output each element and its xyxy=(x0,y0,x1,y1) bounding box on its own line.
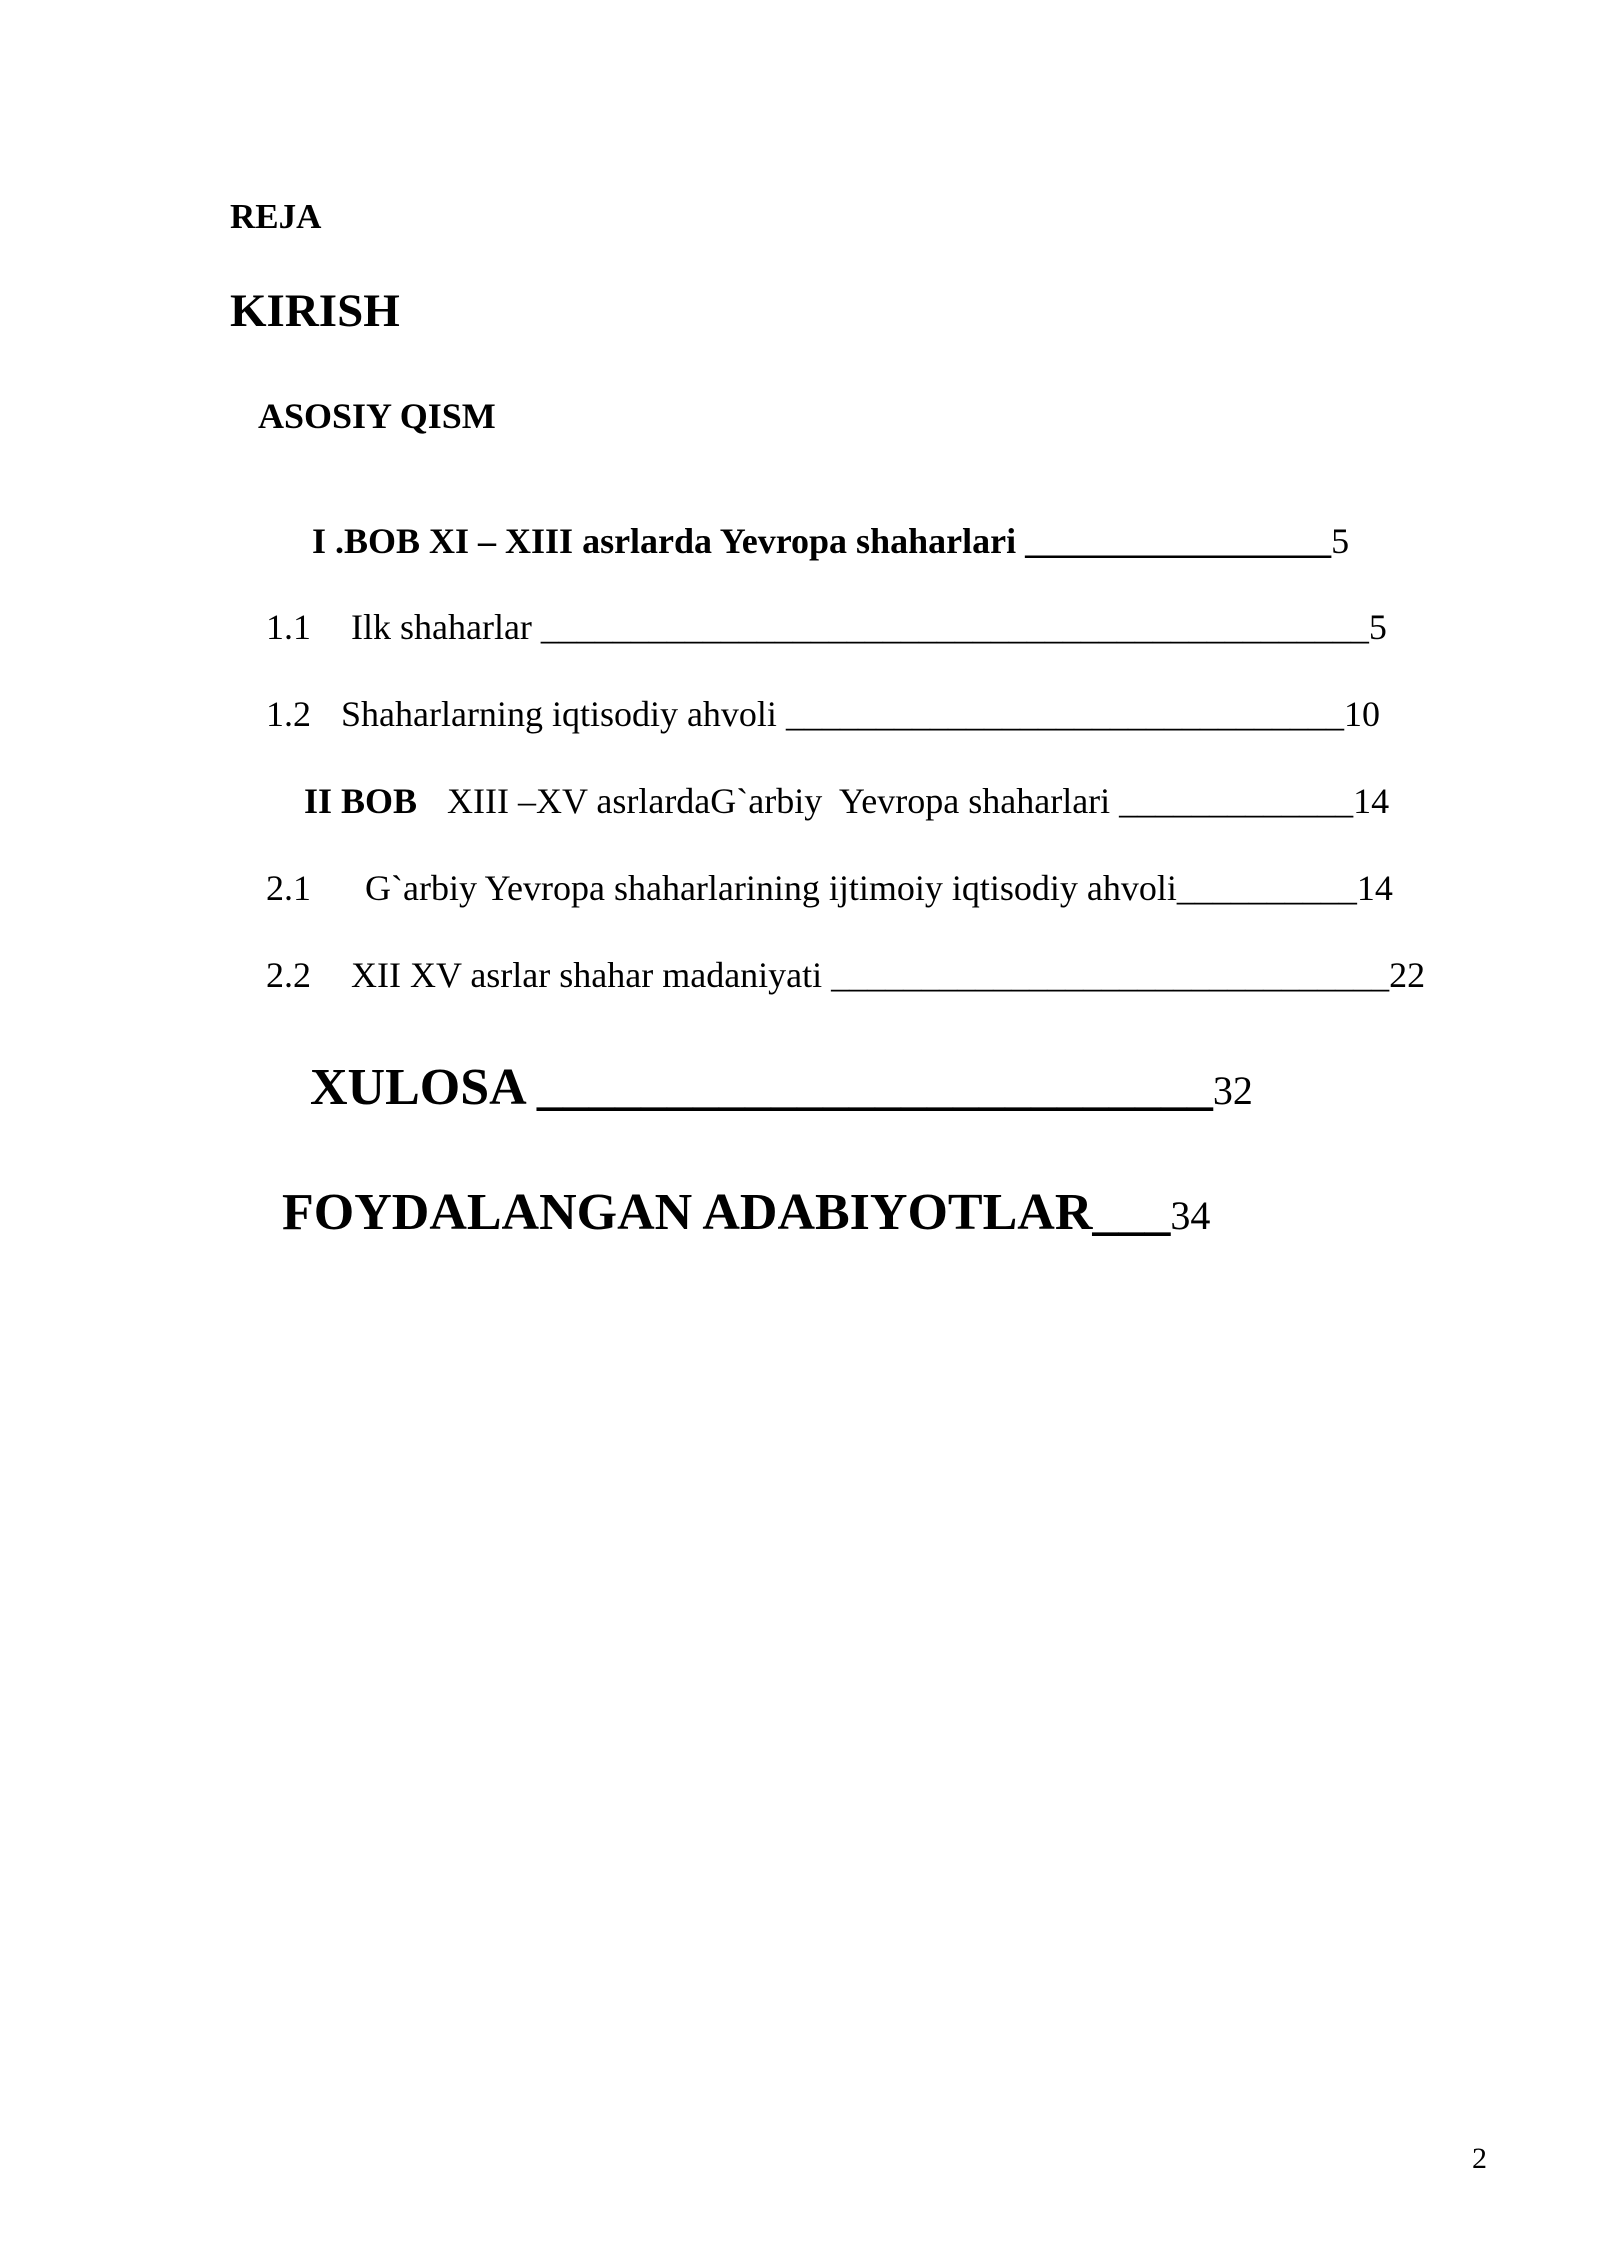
toc-entry-label: II BOB xyxy=(304,781,418,821)
toc-page-number: 22 xyxy=(1389,955,1426,995)
toc-leader: _______________________________ xyxy=(831,955,1390,995)
toc-page-number: 5 xyxy=(1368,607,1387,647)
toc-page-number: 14 xyxy=(1353,781,1390,821)
toc-entry-number: 2.2 xyxy=(266,955,311,995)
heading-reja: REJA xyxy=(230,197,322,236)
toc-leader: _________________ xyxy=(1025,521,1332,561)
toc-page-number: 10 xyxy=(1343,694,1380,734)
toc-entry-title: FOYDALANGAN ADABIYOTLAR xyxy=(282,1184,1093,1241)
toc-leader: __________________________ xyxy=(536,1059,1213,1116)
toc-entry-number: 2.1 xyxy=(266,868,311,908)
toc-entry-title: Shaharlarning iqtisodiy ahvoli xyxy=(341,694,786,734)
toc-entry-title: XII XV asrlar shahar madaniyati xyxy=(351,955,832,995)
toc-entry-title: XIII –XV asrlardaG`arbiy Yevropa shaharlari xyxy=(447,781,1120,821)
toc-page-number: 14 xyxy=(1356,868,1393,908)
toc-leader: ______________________________________________ xyxy=(540,607,1369,647)
toc-entry-number: 1.1 xyxy=(266,607,311,647)
toc-entry-number: 1.2 xyxy=(266,694,311,734)
toc-leader: __________ xyxy=(1176,868,1357,908)
toc-entry-title: G`arbiy Yevropa shaharlarining ijtimoiy iqtisodiy ahvoli xyxy=(365,868,1177,908)
page-number: 2 xyxy=(1472,2142,1487,2175)
toc-entry-title: I .BOB XI – XIII asrlarda Yevropa shaharlari xyxy=(312,521,1026,561)
heading-kirish: KIRISH xyxy=(230,285,400,337)
heading-asosiy-qism: ASOSIY QISM xyxy=(258,396,496,436)
toc-entry-title: Ilk shaharlar xyxy=(351,607,541,647)
toc-leader: _____________ xyxy=(1119,781,1354,821)
toc-page-number: 34 xyxy=(1170,1193,1211,1238)
toc-entry-title: XULOSA xyxy=(310,1059,537,1116)
toc-entry-foydalangan-adabiyotlar[interactable] xyxy=(230,1135,1210,1291)
toc-leader: ___ xyxy=(1092,1184,1171,1241)
toc-leader: _______________________________ xyxy=(785,694,1344,734)
toc-page-number: 5 xyxy=(1331,521,1350,561)
toc-page-number: 32 xyxy=(1212,1068,1253,1113)
